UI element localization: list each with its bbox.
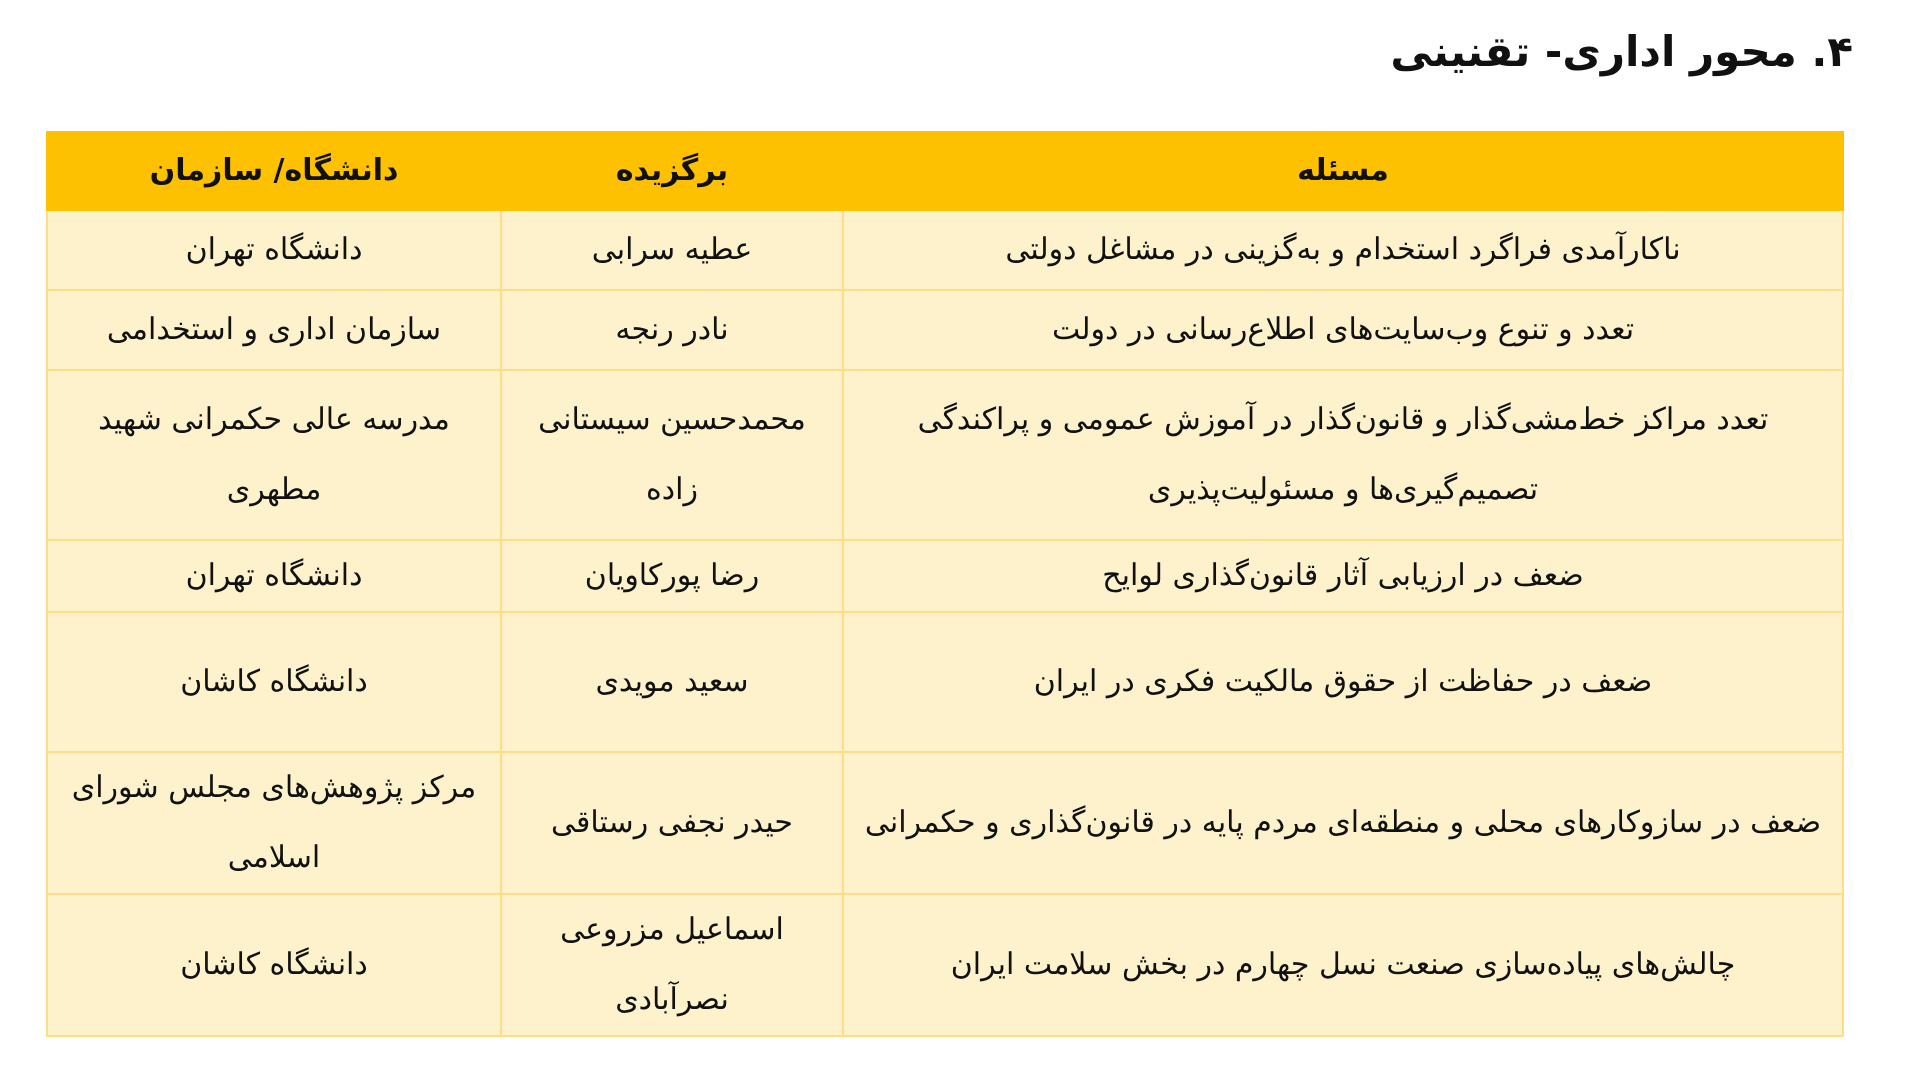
cell-winner: رضا پورکاویان xyxy=(501,540,843,612)
cell-winner: اسماعیل مزروعی نصرآبادی xyxy=(501,894,843,1036)
cell-winner: محمدحسین سیستانی زاده xyxy=(501,370,843,540)
cell-org: مرکز پژوهش‌های مجلس شورای اسلامی xyxy=(47,752,501,894)
cell-issue: ضعف در حفاظت از حقوق مالکیت فکری در ایران xyxy=(843,612,1843,752)
issues-table xyxy=(46,131,1844,1037)
table-row xyxy=(47,894,1843,1036)
cell-issue: چالش‌های پیاده‌سازی صنعت نسل چهارم در بخش سلامت ایران xyxy=(843,894,1843,1036)
cell-org: مدرسه عالی حکمرانی شهید مطهری xyxy=(47,370,501,540)
table-row xyxy=(47,612,1843,752)
cell-org: دانشگاه کاشان xyxy=(47,894,501,1036)
cell-issue: تعدد مراکز خط‌مشی‌گذار و قانون‌گذار در آموزش عمومی و پراکندگی تصمیم‌گیری‌ها و مسئولیت‌پذیری xyxy=(843,370,1843,540)
table-row xyxy=(47,752,1843,894)
cell-winner: سعید مویدی xyxy=(501,612,843,752)
cell-org: دانشگاه تهران xyxy=(47,210,501,290)
cell-winner: حیدر نجفی رستاقی xyxy=(501,752,843,894)
table-row xyxy=(47,290,1843,370)
cell-org: دانشگاه تهران xyxy=(47,540,501,612)
header-issue: مسئله xyxy=(843,132,1843,210)
table-row xyxy=(47,370,1843,540)
table-row xyxy=(47,210,1843,290)
header-org: دانشگاه/ سازمان xyxy=(47,132,501,210)
table-row xyxy=(47,540,1843,612)
cell-issue: تعدد و تنوع وب‌سایت‌های اطلاع‌رسانی در دولت xyxy=(843,290,1843,370)
cell-issue: ضعف در ارزیابی آثار قانون‌گذاری لوایح xyxy=(843,540,1843,612)
cell-issue: ضعف در سازوکارهای محلی و منطقه‌ای مردم پایه در قانون‌گذاری و حکمرانی xyxy=(843,752,1843,894)
header-winner: برگزیده xyxy=(501,132,843,210)
cell-issue: ناکارآمدی فراگرد استخدام و به‌گزینی در مشاغل دولتی xyxy=(843,210,1843,290)
table-header-row xyxy=(47,132,1843,210)
cell-org: دانشگاه کاشان xyxy=(47,612,501,752)
cell-org: سازمان اداری و استخدامی xyxy=(47,290,501,370)
cell-winner: عطیه سرابی xyxy=(501,210,843,290)
cell-winner: نادر رنجه xyxy=(501,290,843,370)
section-title: ۴. محور اداری- تقنینی xyxy=(1390,27,1853,76)
